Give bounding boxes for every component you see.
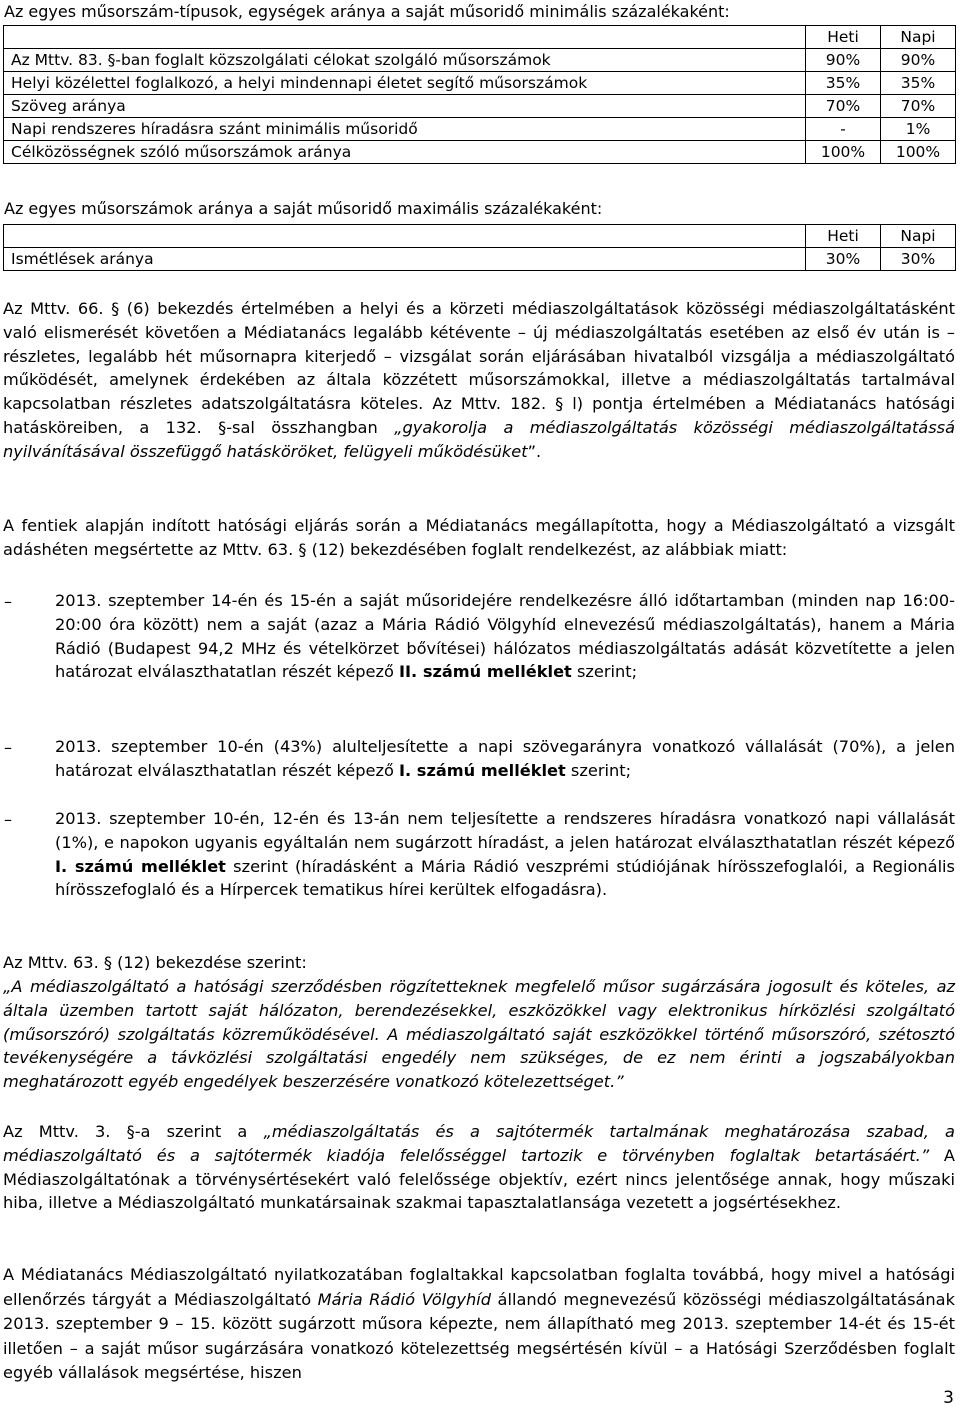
bullet-dash: – bbox=[4, 738, 12, 757]
maximum-ratio-table bbox=[3, 224, 956, 271]
row-daily: 70% bbox=[881, 95, 956, 118]
row-weekly: 70% bbox=[806, 95, 881, 118]
minimum-ratio-table bbox=[3, 25, 956, 164]
col-daily-header: Napi bbox=[881, 225, 956, 248]
quote-text: „A médiaszolgáltató a hatósági szerződésben rögzítetteknek megfelelő műsor sugárzására jogosult és köteles, az általa üzemben tartott saját hálózaton, berendezésekkel, eszközökkel vagy elektronikus hírközlési szolgáltató (műsorszóró) szolgáltatás közreműködésével. A médiaszolgáltató saját eszközökkel történő műsorszóró, szétosztó tevékenységére a távközlési szolgáltatási engedély nem szükséges, de ez nem érinti a jogszabályokban meghatározott egyéb engedélyek beszerzésére vonatkozó kötelezettséget.” bbox=[3, 977, 955, 1092]
paragraph-text: A Médiaszolgáltatónak a törvénysértésekért való felelőssége objektív, ezért nincs jelentősége annak, hogy műszaki hiba, illetve a Médiaszolgáltató munkatársainak szakmai tapasztalatlansága vezetett a jogsértésekhez. bbox=[3, 1145, 955, 1213]
bullet-text: szerint; bbox=[571, 662, 638, 682]
bullet-item bbox=[55, 735, 955, 783]
paragraph-findings: A fentiek alapján indított hatósági eljárás során a Médiatanács megállapította, hogy a Médiaszolgáltató a vizsgált adáshéten megsértette az Mttv. 63. § (12) bekezdésében foglalt rendelkezést, az alábbiak miatt: bbox=[3, 516, 955, 559]
row-daily: 1% bbox=[881, 118, 956, 141]
table-row bbox=[4, 49, 956, 72]
row-weekly: 100% bbox=[806, 141, 881, 164]
paragraph-text: A Médiatanács Médiaszolgáltató nyilatkozatában foglaltakkal kapcsolatban foglalta továbbá, hogy mivel a hatósági ellenőrzés tárgyát a Médiaszolgáltató bbox=[3, 1265, 955, 1309]
paragraph-text: ”. bbox=[527, 441, 542, 461]
col-weekly-header: Heti bbox=[806, 26, 881, 49]
row-daily: 90% bbox=[881, 49, 956, 72]
table-row bbox=[4, 95, 956, 118]
service-name: Mária Rádió Völgyhíd bbox=[317, 1289, 491, 1309]
col-daily-header: Napi bbox=[881, 26, 956, 49]
bullet-text: 2013. szeptember 14-én és 15-én a saját műsoridejére rendelkezésre álló időtartamban (minden nap 16:00-20:00 óra között) nem a saját (azaz a Mária Rádió Völgyhíd elnevezésű médiaszolgáltatás), hanem a Mária Rádió (Budapest 94,2 MHz és vételkörzet bővítései) hálózatos médiaszolgáltatás adását közvetítette a jelen határozat elválaszthatatlan részét képező bbox=[55, 591, 955, 682]
paragraph-liability bbox=[3, 1120, 955, 1215]
quote-text: „gyakorolja a médiaszolgáltatás közösségi médiaszolgáltatássá nyilvánításával összefüggő hatásköröket, felügyeli működésüket bbox=[3, 417, 955, 461]
paragraph-text: állandó megnevezésű közösségi médiaszolgáltatásának 2013. szeptember 9 – 15. között sugárzott műsora képezte, nem állapítható meg 2013. szeptember 14-ét és 15-ét illetően – a saját műsor sugárzására vonatkozó kötelezettség megsértésén kívül – a Hatósági Szerződésben foglalt egyéb vállalások megsértése, hiszen bbox=[3, 1289, 955, 1383]
table-header-row bbox=[4, 26, 956, 49]
table-header-row bbox=[4, 225, 956, 248]
row-label: Helyi közélettel foglalkozó, a helyi mindennapi életet segítő műsorszámok bbox=[4, 72, 806, 95]
row-label: Ismétlések aránya bbox=[4, 248, 806, 271]
row-label: Napi rendszeres híradásra szánt minimális műsoridő bbox=[4, 118, 806, 141]
row-label: Az Mttv. 83. §-ban foglalt közszolgálati célokat szolgáló műsorszámok bbox=[4, 49, 806, 72]
table-header-blank bbox=[4, 225, 806, 248]
bullet-text: szerint (híradásként a Mária Rádió veszprémi stúdiójának hírösszefoglalói, a Regionális hírösszefoglaló és a Hírpercek tematikus hírei kerültek elfogadásra). bbox=[55, 856, 955, 900]
bullet-item bbox=[55, 589, 955, 684]
annex-reference: I. számú melléklet bbox=[399, 760, 566, 780]
bullet-text: 2013. szeptember 10-én, 12-én és 13-án nem teljesítette a rendszeres híradásra vonatkozó napi vállalását (1%), e napokon ugyanis egyáltalán nem sugárzott híradást, a jelen határozat elválaszthatatlan részét képező bbox=[55, 809, 955, 852]
quote-text: „médiaszolgáltatás és a sajtótermék tartalmának meghatározása szabad, a médiaszolgáltató és a sajtótermék kiadója felelősséggel tartozik e törvényben foglaltak betartásáért.” bbox=[3, 1122, 955, 1165]
section1-heading: Az egyes műsorszám-típusok, egységek aránya a saját műsoridő minimális százalékaként: bbox=[4, 2, 730, 21]
table-row bbox=[4, 248, 956, 271]
paragraph-statement bbox=[3, 1263, 955, 1386]
page-number: 3 bbox=[943, 1388, 954, 1408]
table-row bbox=[4, 118, 956, 141]
table-row bbox=[4, 141, 956, 164]
section2-heading: Az egyes műsorszámok aránya a saját műsoridő maximális százalékaként: bbox=[4, 199, 603, 218]
paragraph-text: Az Mttv. 66. § (6) bekezdés értelmében a helyi és a körzeti médiaszolgáltatások közösségi médiaszolgáltatásként való elismerését követően a Médiatanács legalább kétévente – új médiaszolgáltatás esetében az első év után is – részletes, legalább hét műsornapra kiterjedő – vizsgálat során eljárásában hivatalból vizsgálja a médiaszolgáltató működését, amelynek érdekében az általa közzétett műsorszámokkal, illetve a médiaszolgáltatás tartalmával kapcsolatban részletes adatszolgáltatásra köteles. Az Mttv. 182. § l) pontja értelmében a Médiatanács hatósági hatásköreiben, a 132. §-sal összhangban bbox=[3, 299, 955, 437]
paragraph-supervision bbox=[3, 297, 955, 464]
row-weekly: 35% bbox=[806, 72, 881, 95]
bullet-dash: – bbox=[4, 592, 12, 611]
row-daily: 35% bbox=[881, 72, 956, 95]
paragraph-law-quote bbox=[3, 975, 955, 1094]
paragraph-law-intro: Az Mttv. 63. § (12) bekezdése szerint: bbox=[3, 953, 307, 972]
row-daily: 100% bbox=[881, 141, 956, 164]
table-row bbox=[4, 72, 956, 95]
row-daily: 30% bbox=[881, 248, 956, 271]
paragraph-text: Az Mttv. 3. §-a szerint a bbox=[3, 1122, 264, 1141]
row-weekly: - bbox=[806, 118, 881, 141]
row-weekly: 90% bbox=[806, 49, 881, 72]
bullet-text: 2013. szeptember 10-én (43%) alulteljesítette a napi szövegarányra vonatkozó vállalását (70%), a jelen határozat elválaszthatatlan részét képező bbox=[55, 737, 955, 780]
bullet-text: szerint; bbox=[565, 760, 632, 780]
annex-reference: II. számú melléklet bbox=[399, 662, 572, 682]
row-weekly: 30% bbox=[806, 248, 881, 271]
annex-reference: I. számú melléklet bbox=[55, 856, 226, 876]
table-header-blank bbox=[4, 26, 806, 49]
row-label: Célközösségnek szóló műsorszámok aránya bbox=[4, 141, 806, 164]
bullet-item bbox=[55, 807, 955, 902]
bullet-dash: – bbox=[4, 810, 12, 829]
col-weekly-header: Heti bbox=[806, 225, 881, 248]
row-label: Szöveg aránya bbox=[4, 95, 806, 118]
